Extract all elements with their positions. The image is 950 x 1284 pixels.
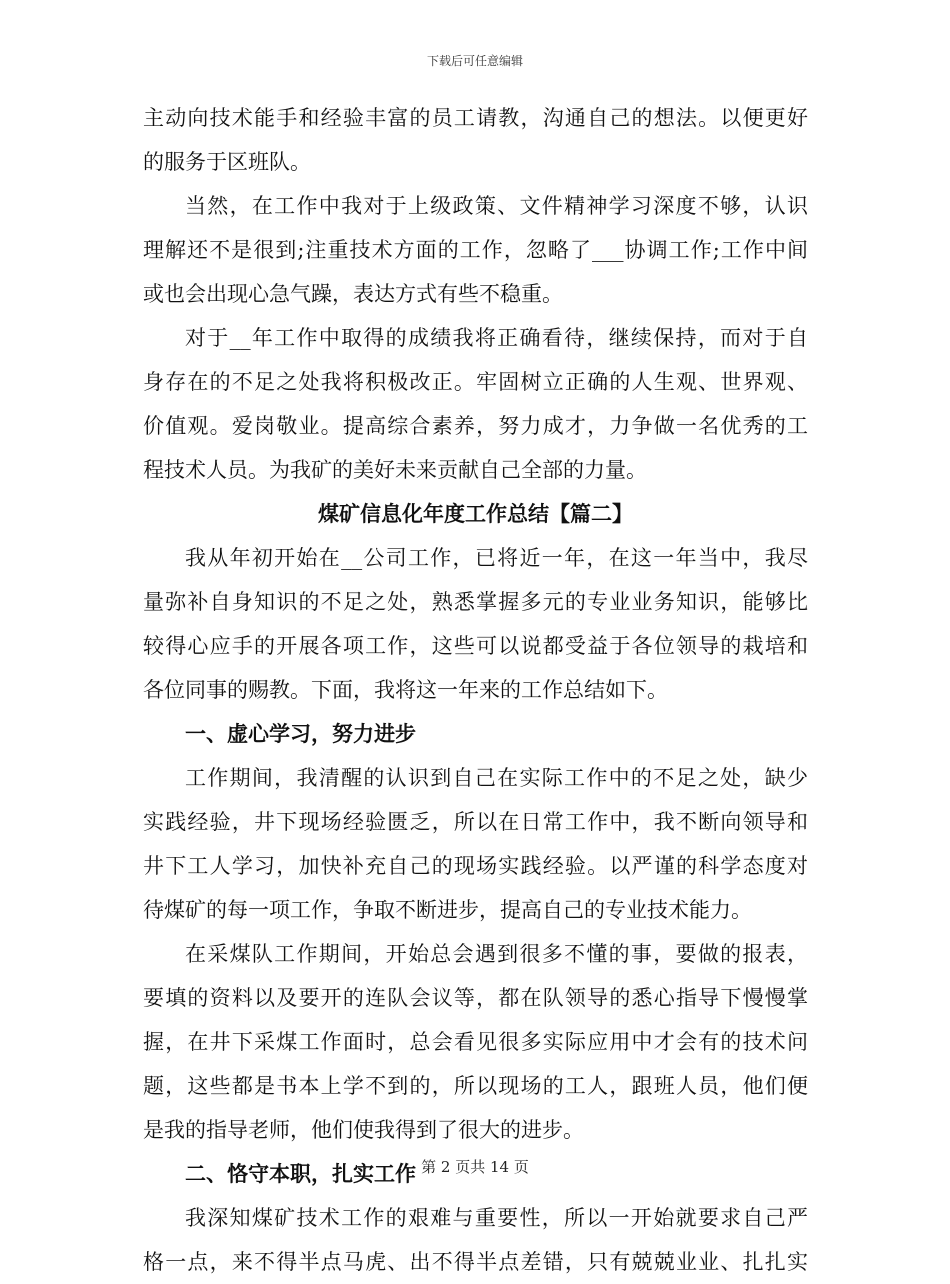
body-line: 身存在的不足之处我将积极改正。牢固树立正确的人生观、世界观、 xyxy=(143,370,808,394)
page-footer: 第 2 页共 14 页 xyxy=(421,1158,529,1176)
body-line: 或也会出现心急气躁，表达方式有些不稳重。 xyxy=(143,282,563,306)
body-line: 价值观。爱岗敬业。提高综合素养，努力成才，力争做一名优秀的工 xyxy=(143,414,808,438)
body-line: 各位同事的赐教。下面，我将这一年来的工作总结如下。 xyxy=(143,678,668,702)
document-body xyxy=(143,96,808,1284)
body-line: 握，在井下采煤工作面时，总会看见很多实际应用中才会有的技术问 xyxy=(143,1030,808,1054)
page-header: 下载后可任意编辑 xyxy=(426,54,523,68)
body-line: 的服务于区班队。 xyxy=(143,150,311,174)
section-title: 煤矿信息化年度工作总结【篇二】 xyxy=(318,501,633,526)
body-line: 理解还不是很到;注重技术方面的工作，忽略了___协调工作;工作中间 xyxy=(143,238,808,262)
subsection-heading: 二、恪守本职，扎实工作 xyxy=(185,1161,416,1186)
body-line: 当然，在工作中我对于上级政策、文件精神学习深度不够，认识 xyxy=(185,194,808,218)
body-line: 我从年初开始在__公司工作，已将近一年，在这一年当中，我尽 xyxy=(185,546,808,570)
body-line: 要填的资料以及要开的连队会议等，都在队领导的悉心指导下慢慢掌 xyxy=(143,986,808,1010)
body-line: 是我的指导老师，他们使我得到了很大的进步。 xyxy=(143,1118,584,1142)
body-line: 量弥补自身知识的不足之处，熟悉掌握多元的专业业务知识，能够比 xyxy=(143,590,808,614)
body-line: 在采煤队工作期间，开始总会遇到很多不懂的事，要做的报表， xyxy=(185,942,808,966)
body-line: 格一点，来不得半点马虎、出不得半点差错，只有兢兢业业、扎扎实 xyxy=(143,1250,808,1274)
body-line: 井下工人学习，加快补充自己的现场实践经验。以严谨的科学态度对 xyxy=(143,854,808,878)
subsection-heading: 一、虚心学习，努力进步 xyxy=(185,721,416,746)
body-line: 实践经验，井下现场经验匮乏，所以在日常工作中，我不断向领导和 xyxy=(143,810,808,834)
body-line: 主动向技术能手和经验丰富的员工请教，沟通自己的想法。以便更好 xyxy=(143,106,808,130)
body-line: 待煤矿的每一项工作，争取不断进步，提高自己的专业技术能力。 xyxy=(143,898,752,922)
body-line: 工作期间，我清醒的认识到自己在实际工作中的不足之处，缺少 xyxy=(185,766,808,790)
body-line: 我深知煤矿技术工作的艰难与重要性，所以一开始就要求自己严 xyxy=(185,1206,808,1230)
body-line: 题，这些都是书本上学不到的，所以现场的工人，跟班人员，他们便 xyxy=(143,1074,808,1098)
body-line: 程技术人员。为我矿的美好未来贡献自己全部的力量。 xyxy=(143,458,647,482)
body-line: 对于__年工作中取得的成绩我将正确看待，继续保持，而对于自 xyxy=(185,326,808,350)
body-line: 较得心应手的开展各项工作，这些可以说都受益于各位领导的栽培和 xyxy=(143,634,808,658)
